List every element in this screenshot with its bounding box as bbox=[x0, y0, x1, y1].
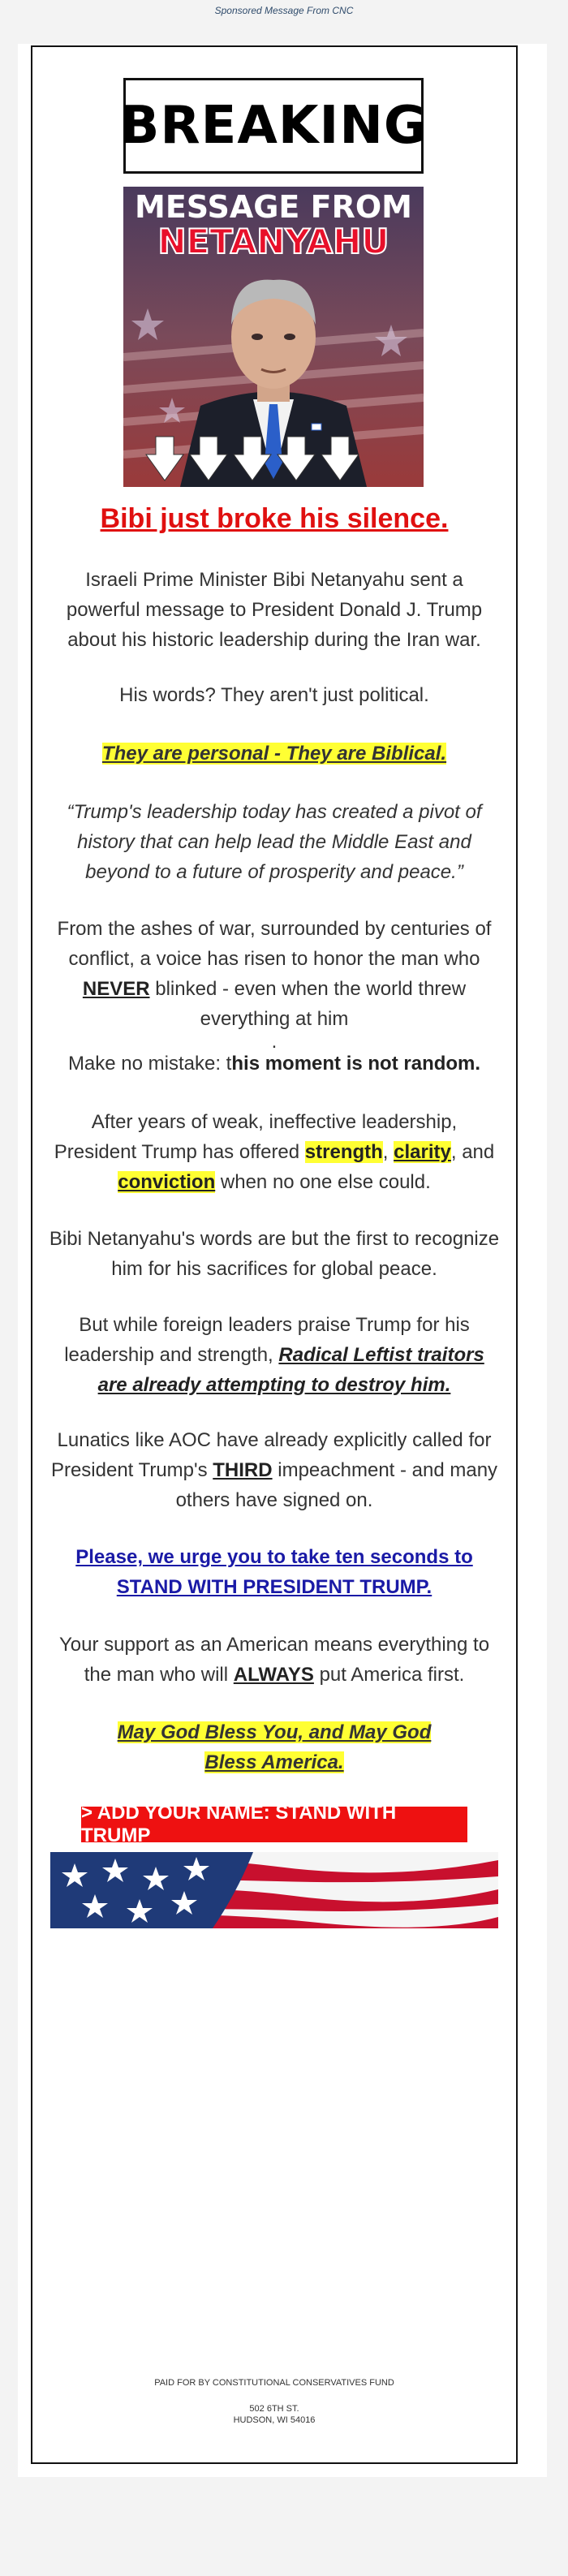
leadership-comma: , bbox=[382, 1141, 394, 1163]
flag-graphic bbox=[50, 1852, 498, 1928]
hero-title-line2: NETANYAHU bbox=[157, 222, 389, 261]
blessing-text: May God Bless You, and May God Bless America. bbox=[117, 1721, 432, 1773]
blessing-line bbox=[89, 1717, 459, 1777]
paid-for-disclaimer: PAID FOR BY CONSTITUTIONAL CONSERVATIVES FUND bbox=[154, 2378, 394, 2388]
address-line1: 502 6TH ST. bbox=[249, 2404, 299, 2414]
never-emphasis: NEVER bbox=[82, 978, 150, 1000]
american-flag-image bbox=[50, 1852, 498, 1928]
impeachment-text-before: Lunatics like AOC have already explicitly called for President Trump's bbox=[50, 1429, 492, 1481]
breaking-text: BREAKING bbox=[119, 96, 428, 156]
impeachment-paragraph bbox=[49, 1425, 500, 1515]
stand-with-trump-link[interactable]: Please, we urge you to take ten seconds to STAND WITH PRESIDENT TRUMP. bbox=[75, 1546, 473, 1598]
intro-paragraph: Israeli Prime Minister Bibi Netanyahu sent a powerful message to President Donald J. Trump about his historic leadership during the Iran war. bbox=[66, 569, 483, 651]
leadership-and: , and bbox=[450, 1141, 495, 1163]
leadership-text-after: when no one else could. bbox=[215, 1171, 431, 1193]
support-text-before: Your support as an American means everything to the man who will bbox=[58, 1634, 490, 1686]
ashes-text-after: blinked - even when the world threw everything at him bbox=[149, 978, 467, 1030]
hero-title-line1: MESSAGE FROM bbox=[135, 189, 412, 225]
address-line2: HUDSON, WI 54016 bbox=[233, 2415, 316, 2425]
ashes-text-before: From the ashes of war, surrounded by centuries of conflict, a voice has risen to honor the man who bbox=[57, 918, 492, 970]
recognition-paragraph: Bibi Netanyahu's words are but the first to recognize him for his sacrifices for global peace. bbox=[49, 1228, 500, 1280]
strength-word: strength bbox=[304, 1141, 383, 1163]
biblical-line bbox=[49, 739, 500, 769]
mistake-text-before: Make no mistake: t bbox=[67, 1053, 232, 1075]
biblical-text: They are personal - They are Biblical. bbox=[101, 743, 447, 765]
traitors-emphasis: Radical Leftist traitors are already attempting to destroy him. bbox=[97, 1344, 484, 1396]
sponsor-line: Sponsored Message From CNC bbox=[214, 5, 354, 16]
breaking-banner bbox=[119, 78, 428, 174]
support-paragraph bbox=[49, 1630, 500, 1690]
hero-image[interactable] bbox=[123, 187, 424, 487]
traitors-text-before: But while foreign leaders praise Trump for his leadership and strength, bbox=[64, 1314, 470, 1366]
headline-link[interactable]: Bibi just broke his silence. bbox=[100, 503, 449, 534]
political-paragraph: His words? They aren't just political. bbox=[119, 684, 429, 706]
mistake-bold: his moment is not random. bbox=[231, 1053, 481, 1075]
traitors-paragraph bbox=[49, 1310, 500, 1400]
leadership-text-before: After years of weak, ineffective leadership, President Trump has offered bbox=[54, 1111, 458, 1163]
support-text-after: put America first. bbox=[313, 1664, 465, 1686]
mistake-paragraph bbox=[49, 1049, 500, 1079]
conviction-word: conviction bbox=[118, 1171, 216, 1193]
urge-paragraph bbox=[49, 1542, 500, 1602]
impeachment-text-after: impeachment - and many others have signed on. bbox=[175, 1459, 498, 1511]
add-your-name-button[interactable]: > ADD YOUR NAME: STAND WITH TRUMP bbox=[81, 1807, 467, 1842]
clarity-word: clarity bbox=[394, 1141, 451, 1163]
ashes-dot: . bbox=[271, 1031, 278, 1053]
netanyahu-quote: “Trump's leadership today has created a pivot of history that can help lead the Middle East and beyond to a future of prosperity and peace.” bbox=[67, 801, 482, 883]
always-emphasis: ALWAYS bbox=[233, 1664, 314, 1686]
third-emphasis: THIRD bbox=[213, 1459, 273, 1481]
leadership-paragraph bbox=[49, 1107, 500, 1197]
hero-graphic bbox=[123, 187, 424, 487]
message-frame bbox=[31, 45, 518, 2464]
ashes-paragraph bbox=[49, 914, 500, 1053]
